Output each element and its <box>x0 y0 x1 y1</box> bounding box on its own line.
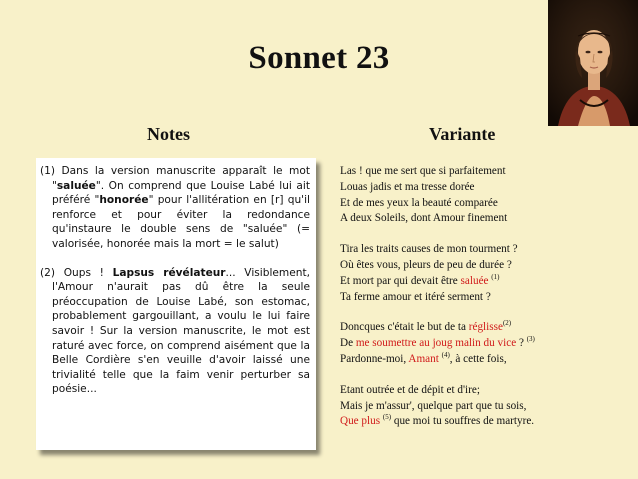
stanza-1 <box>340 164 630 227</box>
note-1 <box>40 164 310 252</box>
verse-text: ? <box>516 337 527 350</box>
verse-line <box>340 274 630 290</box>
verse-line: Tira les traits causes de mon tourment ? <box>340 243 518 256</box>
slide-title: Sonnet 23 <box>248 40 390 76</box>
note-2-lapsus: Lapsus révélateur <box>112 266 226 279</box>
notes-box <box>36 158 316 450</box>
verse-text: De <box>340 337 356 350</box>
variant-phrase-joug: me soumettre au joug malin du vice <box>355 337 517 350</box>
verse-text: Doncques c'était le but de ta <box>340 321 469 334</box>
portrait-image <box>548 0 638 126</box>
variant-word-saluee: saluée <box>460 274 489 287</box>
verse-line: Ta ferme amour et itéré serment ? <box>340 290 491 303</box>
verse-line <box>340 414 630 430</box>
verse-line: Où êtes vous, pleurs de peu de durée ? <box>340 258 512 271</box>
note-2-number: (2) <box>40 266 56 279</box>
stanza-2 <box>340 242 630 305</box>
verse-line: Et de mes yeux la beauté comparée <box>340 196 498 209</box>
portrait-painting-icon <box>548 0 638 126</box>
footnote-ref: (1) <box>491 272 500 281</box>
note-1-text: Dans la version manuscrite apparaît le mot " <box>52 165 310 192</box>
notes-heading: Notes <box>147 124 190 144</box>
note-1-word-saluee: saluée <box>56 179 96 192</box>
variante-heading: Variante <box>429 124 496 144</box>
footnote-ref: (3) <box>526 335 535 344</box>
verse-line: Las ! que me sert que si parfaitement <box>340 165 506 177</box>
variant-phrase-que-plus: Que plus <box>340 415 381 428</box>
footnote-ref: (4) <box>441 350 450 359</box>
verse-text: Pardonne-moi, <box>340 352 409 365</box>
note-1-text: " pour l'allitération en [r] qu'il renforce et pour éviter la redondance qu'instaure le double sens de "saluée" (= valorisée, honorée mais la mort = le salut) <box>52 194 310 250</box>
variant-word-amant: Amant <box>408 352 439 365</box>
note-2 <box>40 266 310 397</box>
verse-line <box>340 336 630 352</box>
note-1-number: (1) <box>40 165 56 177</box>
footnote-ref: (5) <box>382 413 392 422</box>
note-1-word-honoree: honorée <box>99 194 149 207</box>
note-1-text: ". On comprend que Louise Labé lui ait préféré " <box>52 179 310 207</box>
verse-line: Mais je m'assur', quelque part que tu sois, <box>340 399 527 412</box>
verse-line <box>340 352 630 368</box>
verse-line: A deux Soleils, dont Amour finement <box>340 212 508 225</box>
variant-word-reglisse: réglisse <box>468 321 503 334</box>
verse-text: , à cette fois, <box>449 352 507 365</box>
variante-poem <box>340 164 630 445</box>
verse-line: Etant outrée et de dépit et d'ire; <box>340 383 480 396</box>
verse-text: Et mort par qui devait être <box>340 274 461 287</box>
verse-line <box>340 320 630 336</box>
footnote-ref: (2) <box>502 319 512 328</box>
stanza-3 <box>340 320 630 367</box>
verse-text: que moi tu souffres de martyre. <box>391 415 535 428</box>
stanza-4 <box>340 383 630 430</box>
verse-line: Louas jadis et ma tresse dorée <box>340 180 475 193</box>
note-2-text: ... Visiblement, l'Amour n'aurait pas dû être la seule préoccupation de Louise Labé, son estomac, probablement gargouillant, a voulu le lui faire savoir ! Sur la version manuscrite, le mot est raturé avec force, on comprend aisément que la Belle Cordière s'en veuille d'avoir laissé une trivialité telle que la faim venir perturber sa poésie... <box>52 266 310 396</box>
note-2-text: Oups ! <box>55 266 113 279</box>
